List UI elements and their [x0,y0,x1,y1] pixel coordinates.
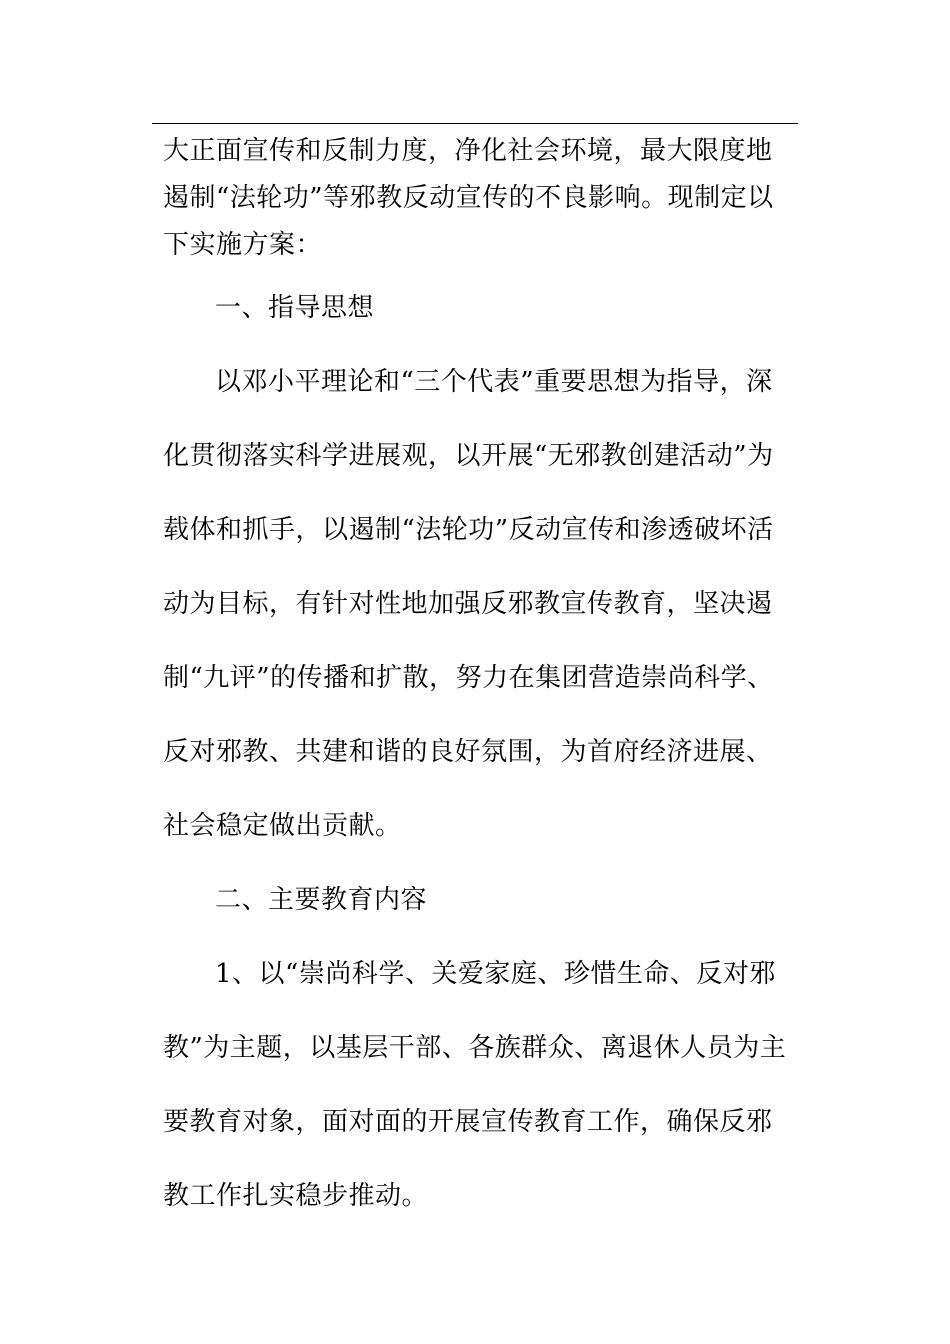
section-heading-guiding-ideology: 一、指导思想 [215,293,375,323]
main-content-item-1: 1、以“崇尚科学、关爱家庭、珍惜生命、反对邪教”为主题，以基层干部、各族群众、离退休人员为主要教育对象，面对面的开展宣传教育工作，确保反邪教工作扎实稳步推动。 [163,959,787,1211]
header-rule [152,123,798,124]
guiding-ideology-paragraph: 以邓小平理论和“三个代表”重要思想为指导，深化贯彻落实科学进展观，以开展“无邪教创建活动”为载体和抓手，以遏制“法轮功”反动宣传和渗透破坏活动为目标，有针对性地加强反邪教宣传教育，坚决遏制“九评”的传播和扩散，努力在集团营造崇尚科学、反对邪教、共建和谐的良好氛围，为首府经济进展、社会稳定做出贡献。 [163,367,774,841]
document-body [163,128,793,1233]
section-heading-main-content: 二、主要教育内容 [215,885,428,915]
intro-paragraph: 大正面宣传和反制力度，净化社会环境，最大限度地遏制“法轮功”等邪教反动宣传的不良影响。现制定以下实施方案： [163,136,774,260]
